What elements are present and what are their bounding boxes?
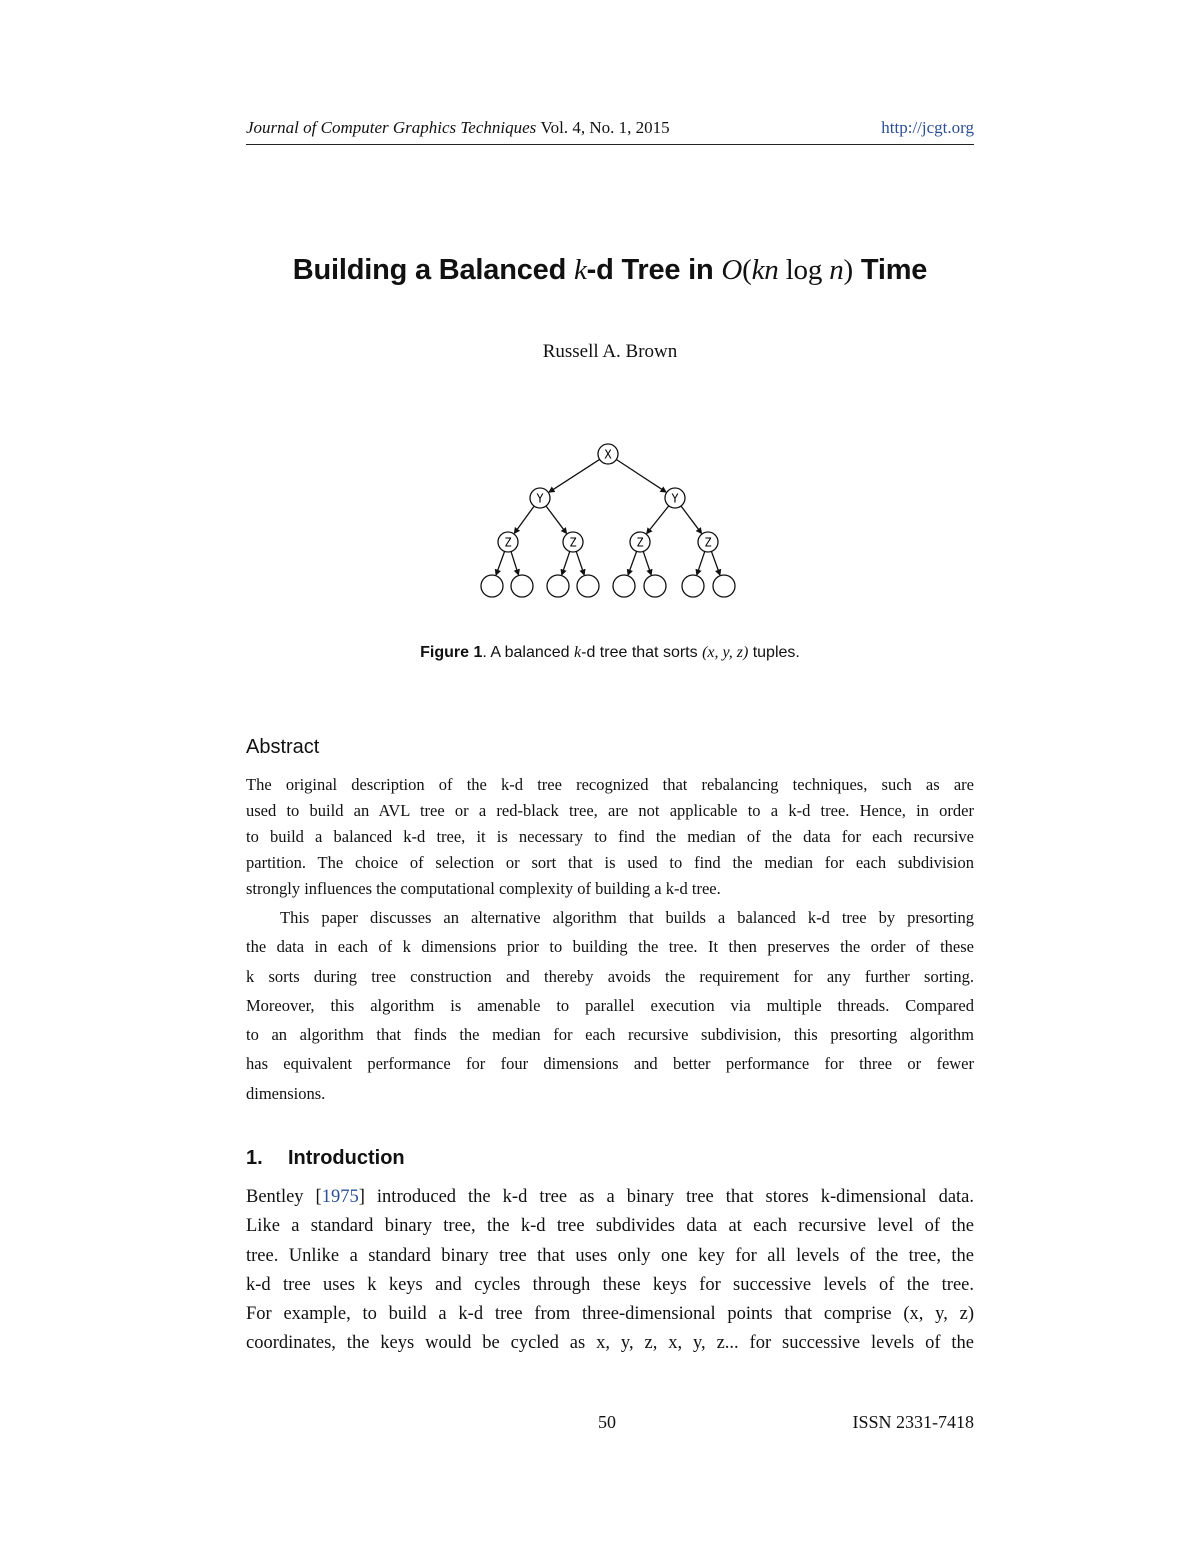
- abstract-heading: Abstract: [246, 736, 320, 758]
- tree-edge: [697, 551, 705, 574]
- abstract-paragraph-1: [246, 772, 974, 902]
- tree-edge: [562, 551, 570, 574]
- text-line: This paper discusses an alternative algorithm that builds a balanced k-d tree by presorting: [280, 908, 974, 927]
- text-line: the data in each of k dimensions prior to building the tree. It then preserves the order of these: [246, 937, 974, 957]
- text-line: to an algorithm that finds the median for each recursive subdivision, this presorting algorithm: [246, 1025, 974, 1045]
- tree-edge: [643, 551, 651, 574]
- tree-edge: [616, 459, 665, 491]
- tree-edge: [511, 552, 518, 575]
- tree-edge: [711, 551, 719, 574]
- tree-node-label: X: [604, 447, 612, 462]
- tree-node-label: Z: [569, 535, 577, 550]
- text-line: Moreover, this algorithm is amenable to parallel execution via multiple threads. Compared: [246, 995, 974, 1015]
- text-line: tree. Unlike a standard binary tree that uses only one key for all levels of the tree, the: [246, 1245, 974, 1266]
- citation-link[interactable]: 1975: [321, 1187, 359, 1207]
- journal-url-link[interactable]: http://jcgt.org: [881, 118, 974, 137]
- text-line: Bentley [1975] introduced the k-d tree as a binary tree that stores k-dimensional data.: [246, 1187, 975, 1207]
- text-line: to build a balanced k-d tree, it is necessary to find the median of the data for each recursive: [246, 827, 974, 846]
- tree-node: [598, 444, 618, 464]
- tree-node: [630, 532, 650, 552]
- tree-node-label: Z: [636, 535, 644, 550]
- tree-node-label: Y: [536, 491, 544, 506]
- tree-node: [698, 532, 718, 552]
- text-line: For example, to build a k-d tree from three-dimensional points that comprise (x, y, z): [246, 1304, 974, 1325]
- section-heading-introduction: 1. Introduction: [246, 1147, 405, 1169]
- introduction-paragraph: [246, 1183, 974, 1359]
- running-header: [246, 118, 974, 145]
- tree-edge: [628, 551, 636, 574]
- text-line: The original description of the k-d tree recognized that rebalancing techniques, such as are: [246, 775, 974, 794]
- tree-leaf-node: [511, 575, 533, 597]
- tree-leaf-node: [547, 575, 569, 597]
- abstract-paragraph-2: [246, 903, 974, 1108]
- text-line: k-d tree uses k keys and cycles through these keys for successive levels of the tree.: [246, 1274, 974, 1295]
- tree-edge: [681, 506, 701, 533]
- tree-edge: [647, 506, 669, 534]
- tree-leaf-node: [613, 575, 635, 597]
- tree-edge: [496, 551, 504, 574]
- tree-leaf-node: [713, 575, 735, 597]
- tree-leaf-node: [577, 575, 599, 597]
- tree-node-label: Z: [704, 535, 712, 550]
- author-name: Russell A. Brown: [542, 341, 678, 362]
- journal-volume: Vol. 4, No. 1, 2015: [540, 118, 670, 137]
- tree-edge: [576, 551, 584, 574]
- tree-leaf-node: [481, 575, 503, 597]
- text-line: Like a standard binary tree, the k-d tree subdivides data at each recursive level of the: [246, 1216, 974, 1237]
- kd-tree-figure: [476, 438, 746, 608]
- text-line: partition. The choice of selection or sort that is used to find the median for each subdivision: [246, 853, 974, 872]
- paper-title: Building a Balanced k-d Tree in O(kn log n) Time: [292, 254, 928, 286]
- journal-name: Journal of Computer Graphics Techniques Vol. 4, No. 1, 2015: [246, 118, 670, 137]
- figure-caption: Figure 1. A balanced k-d tree that sorts (x, y, z) tuples.: [420, 644, 800, 661]
- tree-edge: [546, 506, 566, 533]
- text-line: used to build an AVL tree or a red-black tree, are not applicable to a k-d tree. Hence, in order: [246, 801, 974, 820]
- tree-node: [530, 488, 550, 508]
- tree-node-label: Y: [671, 491, 679, 506]
- page-number: 50: [598, 1412, 616, 1432]
- text-line: has equivalent performance for four dimensions and better performance for three or fewer: [246, 1054, 974, 1074]
- tree-node: [665, 488, 685, 508]
- text-line: dimensions.: [246, 1083, 326, 1103]
- tree-node: [498, 532, 518, 552]
- text-line: k sorts during tree construction and thereby avoids the requirement for any further sorting.: [246, 966, 974, 986]
- tree-edge: [514, 506, 534, 533]
- tree-edge: [549, 459, 599, 492]
- text-line: strongly influences the computational complexity of building a k-d tree.: [246, 879, 721, 898]
- issn-number: ISSN 2331-7418: [852, 1412, 974, 1432]
- tree-leaf-node: [682, 575, 704, 597]
- tree-node: [563, 532, 583, 552]
- text-line: coordinates, the keys would be cycled as x, y, z, x, y, z... for successive levels of the: [246, 1333, 974, 1354]
- tree-leaf-node: [644, 575, 666, 597]
- tree-node-label: Z: [504, 535, 512, 550]
- page: [246, 0, 974, 1553]
